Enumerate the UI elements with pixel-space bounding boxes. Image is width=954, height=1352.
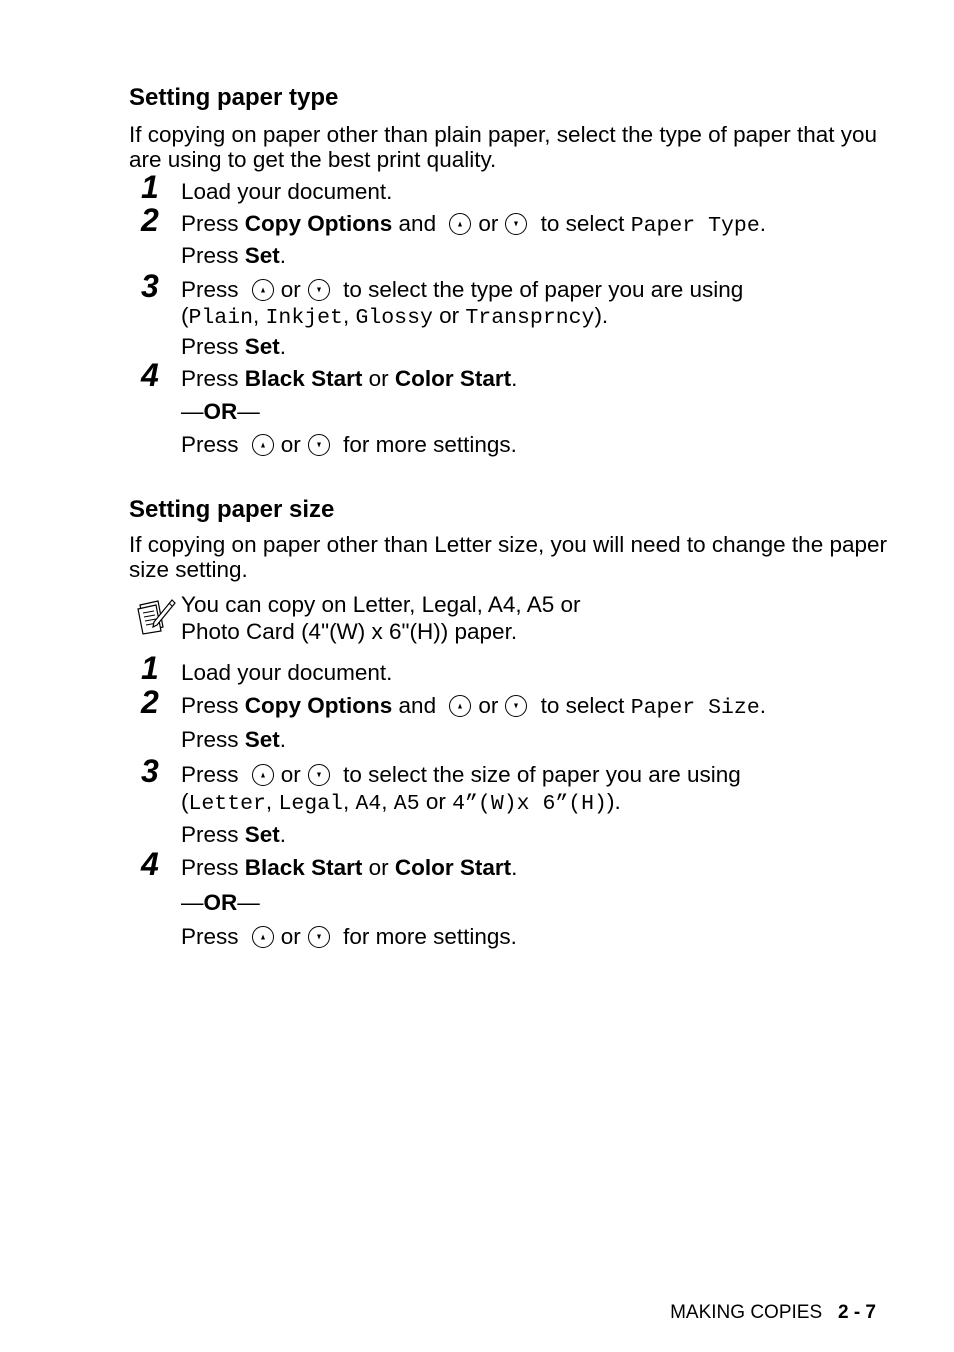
section-intro-paper-type: If copying on paper other than plain paper, select the type of paper that you are using to get the best print quality. <box>129 122 878 172</box>
step-number: 1 <box>141 650 159 686</box>
note-pencil-icon <box>136 597 176 635</box>
note-text-line: Photo Card (4"(W) x 6"(H)) paper. <box>181 619 518 644</box>
set-key: Set <box>244 334 280 359</box>
step-text: Press Set. <box>181 727 287 752</box>
up-arrow-button-icon <box>449 213 471 235</box>
step-text: Press or for more settings. <box>181 924 517 949</box>
step-number: 4 <box>141 846 159 882</box>
or-separator: —OR— <box>181 890 260 915</box>
black-start-key: Black Start <box>244 855 363 880</box>
section-title-paper-size: Setting paper size <box>129 496 335 523</box>
set-key: Set <box>244 822 280 847</box>
down-arrow-button-icon <box>308 926 330 948</box>
step-number: 1 <box>141 169 159 205</box>
or-separator: —OR— <box>181 399 260 424</box>
step-number: 2 <box>141 202 159 238</box>
step-number: 2 <box>141 684 159 720</box>
page-number: 2 - 7 <box>837 1302 876 1323</box>
down-arrow-button-icon <box>308 434 330 456</box>
up-arrow-button-icon <box>252 279 274 301</box>
step-text: Load your document. <box>181 660 393 685</box>
down-arrow-button-icon <box>505 213 527 235</box>
footer-section-name: MAKING COPIES <box>670 1302 823 1323</box>
step-text: Press Set. <box>181 334 287 359</box>
menu-item: Paper Type <box>630 214 760 238</box>
copy-options-key: Copy Options <box>244 693 393 718</box>
step-text: Press or to select the type of paper you are using <box>181 277 744 302</box>
step-text: Load your document. <box>181 179 393 204</box>
set-key: Set <box>244 727 280 752</box>
step-text: Press or to select the size of paper you are using <box>181 762 741 787</box>
menu-item: Paper Size <box>630 696 760 720</box>
step-text: Press Copy Options and or to select Paper Type. <box>181 211 766 238</box>
up-arrow-button-icon <box>252 926 274 948</box>
step-number: 4 <box>141 357 159 393</box>
step-text: Press Black Start or Color Start. <box>181 855 518 880</box>
step-number: 3 <box>141 753 159 789</box>
down-arrow-button-icon <box>308 279 330 301</box>
note-text-line: You can copy on Letter, Legal, A4, A5 or <box>181 592 581 617</box>
down-arrow-button-icon <box>308 764 330 786</box>
step-options: (Letter, Legal, A4, A5 or 4”(W)x 6”(H)). <box>181 789 621 816</box>
page-footer <box>670 1302 876 1324</box>
step-text: Press Copy Options and or to select Paper Size. <box>181 693 766 720</box>
step-text: Press or for more settings. <box>181 432 517 457</box>
copy-options-key: Copy Options <box>244 211 393 236</box>
black-start-key: Black Start <box>244 366 363 391</box>
up-arrow-button-icon <box>252 434 274 456</box>
down-arrow-button-icon <box>505 695 527 717</box>
step-options: (Plain, Inkjet, Glossy or Transprncy). <box>181 303 609 330</box>
section-intro-paper-size: If copying on paper other than Letter size, you will need to change the paper size setting. <box>129 532 888 582</box>
step-text: Press Set. <box>181 822 287 847</box>
set-key: Set <box>244 243 280 268</box>
step-number: 3 <box>141 268 159 304</box>
color-start-key: Color Start <box>394 366 512 391</box>
step-text: Press Set. <box>181 243 287 268</box>
step-text: Press Black Start or Color Start. <box>181 366 518 391</box>
color-start-key: Color Start <box>394 855 512 880</box>
section-title-paper-type: Setting paper type <box>129 84 339 111</box>
up-arrow-button-icon <box>252 764 274 786</box>
up-arrow-button-icon <box>449 695 471 717</box>
